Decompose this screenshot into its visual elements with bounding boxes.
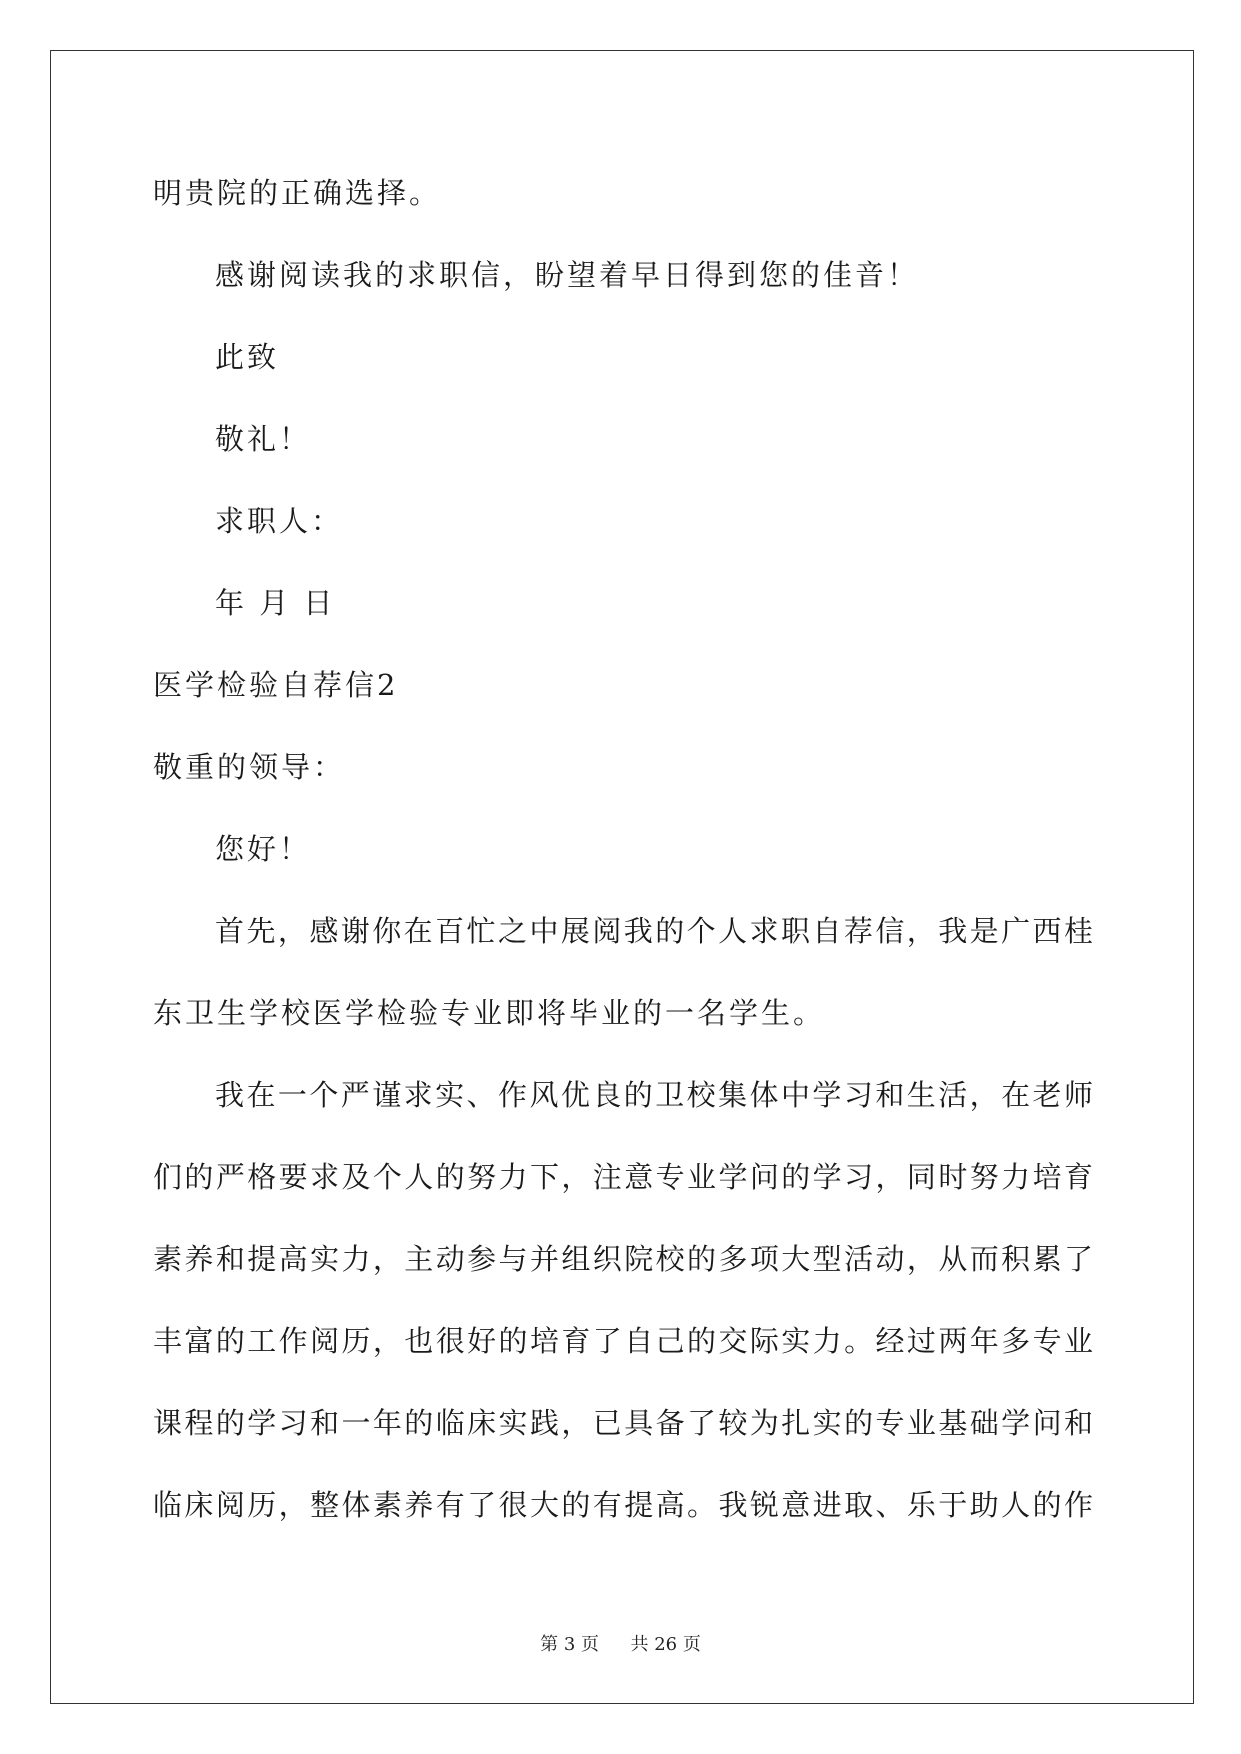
text-line: 感谢阅读我的求职信，盼望着早日得到您的佳音！ <box>215 258 920 292</box>
text-line: 丰富的工作阅历，也很好的培育了自己的交际实力。经过两年多专业 <box>153 1324 1093 1358</box>
text-line: 们的严格要求及个人的努力下，注意专业学问的学习，同时努力培育 <box>153 1160 1093 1194</box>
document-body <box>153 166 1093 1560</box>
total-pages: 共 26 页 <box>630 1634 701 1655</box>
text-line: 临床阅历，整体素养有了很大的有提高。我锐意进取、乐于助人的作 <box>153 1488 1093 1522</box>
text-line: 此致 <box>215 340 280 374</box>
page-number: 第 3 页 <box>540 1634 600 1655</box>
text-line: 求职人： <box>215 504 344 538</box>
text-line: 您好！ <box>215 832 312 866</box>
text-line: 我在一个严谨求实、作风优良的卫校集体中学习和生活，在老师 <box>215 1078 1093 1112</box>
text-line: 课程的学习和一年的临床实践，已具备了较为扎实的专业基础学问和 <box>153 1406 1093 1440</box>
text-line: 医学检验自荐信2 <box>153 668 399 702</box>
text-line: 明贵院的正确选择。 <box>153 176 442 210</box>
page-footer <box>0 1630 1241 1656</box>
text-line: 首先，感谢你在百忙之中展阅我的个人求职自荐信，我是广西桂 <box>215 914 1093 948</box>
text-line: 素养和提高实力，主动参与并组织院校的多项大型活动，从而积累了 <box>153 1242 1093 1276</box>
text-line: 东卫生学校医学检验专业即将毕业的一名学生。 <box>153 996 826 1030</box>
text-line: 敬重的领导： <box>153 750 346 784</box>
text-line: 年 月 日 <box>215 586 336 620</box>
text-line: 敬礼！ <box>215 422 312 456</box>
